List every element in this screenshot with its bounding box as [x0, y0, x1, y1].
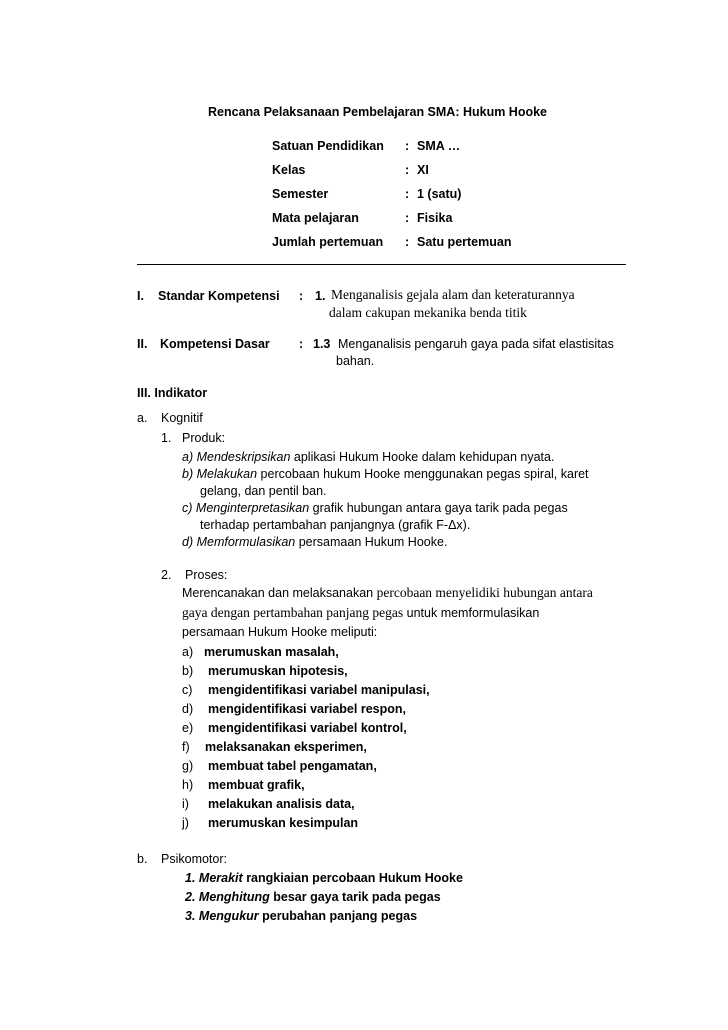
list-item	[182, 467, 589, 481]
section-heading: III. Indikator	[137, 386, 208, 400]
indicator-verb: Mengukur	[198, 909, 259, 923]
process-step: merumuskan kesimpulan	[208, 816, 359, 830]
competency-text: Menganalisis gejala alam dan keteraturannya	[331, 287, 575, 302]
process-text: Merencanakan dan melaksanakan	[182, 586, 374, 600]
indicator-verb: Melakukan	[196, 467, 258, 481]
list-item	[182, 535, 447, 549]
list-letter: b)	[182, 664, 194, 678]
process-step: merumuskan masalah,	[204, 645, 339, 659]
indicator-text: grafik hubungan antara gaya tarik pada pegas	[312, 501, 568, 515]
info-colon: :	[405, 187, 410, 201]
competency-text: bahan.	[336, 354, 375, 368]
process-step: melakukan analisis data,	[208, 797, 355, 811]
section-label: Standar Kompetensi	[158, 289, 280, 303]
indicator-verb: Memformulasikan	[196, 535, 296, 549]
indicator-verb: Merakit	[198, 871, 243, 885]
process-step: mengidentifikasi variabel manipulasi,	[208, 683, 430, 697]
list-letter: j)	[182, 816, 189, 830]
process-step: melaksanakan eksperimen,	[205, 740, 367, 754]
list-letter: a)	[182, 450, 194, 464]
list-number: 2.	[185, 890, 196, 904]
info-colon: :	[405, 235, 410, 249]
list-letter: b)	[182, 467, 194, 481]
competency-code: 1.	[315, 289, 326, 303]
section-number: I.	[137, 289, 144, 303]
indicator-verb: Menghitung	[198, 890, 270, 904]
indicator-text: besar gaya tarik pada pegas	[273, 890, 441, 904]
indicator-text-cont: terhadap pertambahan panjangnya (grafik F-Δx).	[200, 518, 471, 532]
competency-text: Menganalisis pengaruh gaya pada sifat elastisitas	[338, 337, 614, 351]
list-item	[185, 871, 463, 885]
list-letter: d)	[182, 535, 194, 549]
process-paragraph	[182, 605, 539, 621]
info-value: XI	[417, 163, 429, 177]
subsection-label: Psikomotor:	[161, 852, 227, 866]
indicator-text: percobaan hukum Hooke menggunakan pegas spiral, karet	[260, 467, 589, 481]
process-step: mengidentifikasi variabel kontrol,	[208, 721, 407, 735]
info-label: Kelas	[272, 163, 306, 177]
indicator-text: rangkiaian percobaan Hukum Hooke	[246, 871, 463, 885]
list-letter: g)	[182, 759, 194, 773]
info-label: Mata pelajaran	[272, 211, 359, 225]
list-number: 2.	[161, 568, 172, 582]
competency-text: dalam cakupan mekanika benda titik	[329, 305, 527, 320]
list-letter: c)	[182, 683, 193, 697]
process-text: percobaan menyelidiki hubungan antara	[376, 585, 593, 600]
info-colon: :	[405, 211, 410, 225]
subsection-label: Produk:	[182, 431, 226, 445]
horizontal-rule	[137, 264, 626, 265]
process-step: mengidentifikasi variabel respon,	[208, 702, 406, 716]
info-colon: :	[405, 139, 410, 153]
indicator-text: aplikasi Hukum Hooke dalam kehidupan nyata.	[293, 450, 555, 464]
info-value: 1 (satu)	[417, 187, 462, 201]
list-letter: i)	[182, 797, 189, 811]
list-item	[185, 909, 417, 923]
indicator-verb: Mendeskripsikan	[196, 450, 291, 464]
info-label: Jumlah pertemuan	[272, 235, 384, 249]
list-letter: e)	[182, 721, 194, 735]
section-colon: :	[299, 337, 304, 351]
subsection-label: Kognitif	[161, 411, 203, 425]
info-value: Satu pertemuan	[417, 235, 512, 249]
list-letter: c)	[182, 501, 193, 515]
list-letter: b.	[137, 852, 148, 866]
list-letter: h)	[182, 778, 194, 792]
info-label: Satuan Pendidikan	[272, 139, 384, 153]
section-label: Kompetensi Dasar	[160, 337, 270, 351]
list-letter: f)	[182, 740, 190, 754]
info-value: SMA …	[417, 139, 461, 153]
competency-code: 1.3	[313, 337, 331, 351]
list-item	[185, 890, 441, 904]
section-colon: :	[299, 289, 304, 303]
indicator-text: perubahan panjang pegas	[262, 909, 418, 923]
list-letter: a)	[182, 645, 194, 659]
process-step: membuat tabel pengamatan,	[208, 759, 377, 773]
list-letter: a.	[137, 411, 148, 425]
info-label: Semester	[272, 187, 329, 201]
process-text: gaya dengan pertambahan panjang pegas	[182, 605, 404, 620]
list-letter: d)	[182, 702, 194, 716]
process-text: persamaan Hukum Hooke meliputi:	[182, 625, 378, 639]
process-paragraph	[182, 585, 593, 601]
page-title: Rencana Pelaksanaan Pembelajaran SMA: Hukum Hooke	[208, 105, 548, 119]
section-number: II.	[137, 337, 148, 351]
list-number: 3.	[185, 909, 196, 923]
list-item	[182, 450, 554, 464]
indicator-verb: Menginterpretasikan	[195, 501, 310, 515]
subsection-label: Proses:	[185, 568, 228, 582]
list-item	[182, 501, 568, 515]
info-colon: :	[405, 163, 410, 177]
list-number: 1.	[185, 871, 196, 885]
process-text: untuk memformulasikan	[406, 606, 540, 620]
process-step: merumuskan hipotesis,	[208, 664, 348, 678]
info-value: Fisika	[417, 211, 453, 225]
process-step: membuat grafik,	[208, 778, 305, 792]
list-number: 1.	[161, 431, 172, 445]
indicator-text: persamaan Hukum Hooke.	[298, 535, 448, 549]
indicator-text-cont: gelang, dan pentil ban.	[200, 484, 327, 498]
